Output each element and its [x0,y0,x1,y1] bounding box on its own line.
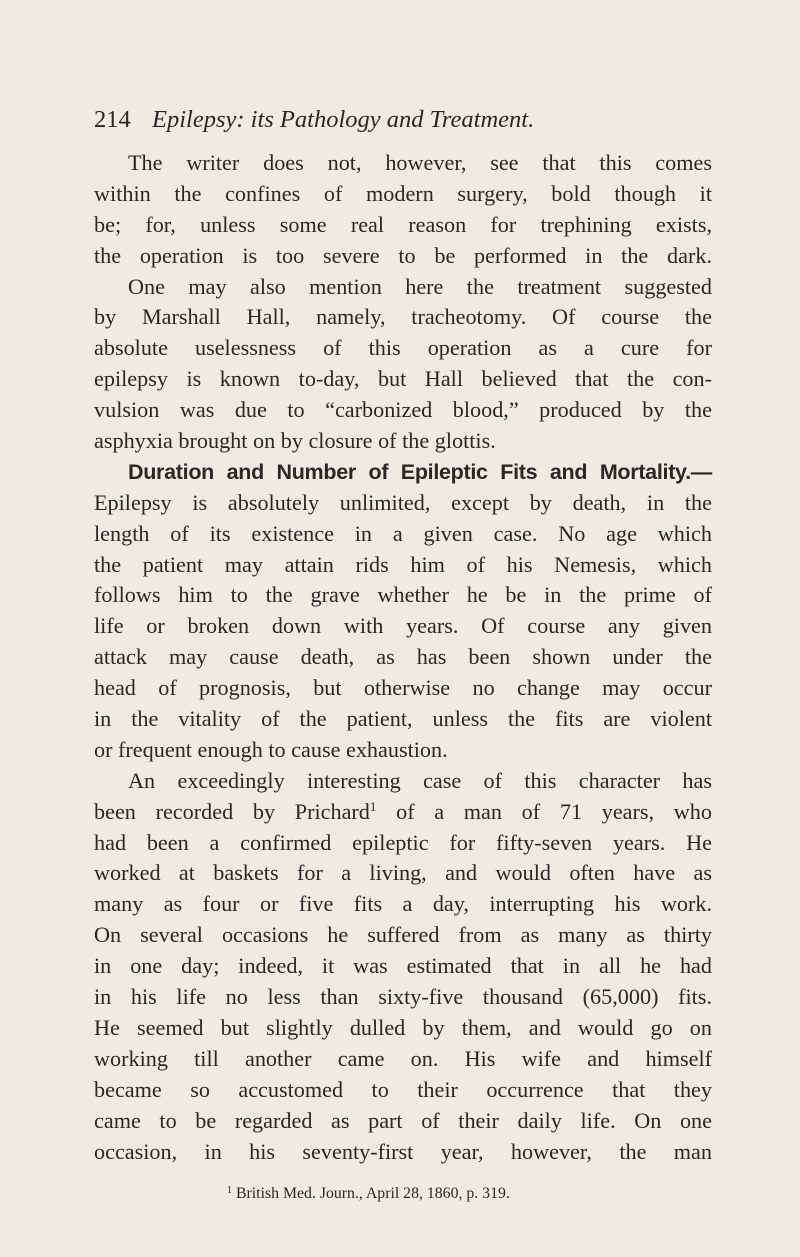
text-line: head of prognosis, but otherwise no change may occur [94,675,712,701]
text-line: vulsion was due to “carbonized blood,” produced by the [94,397,712,423]
text-line: working till another came on. His wife and himself [94,1045,712,1071]
text-line: Epilepsy is absolutely unlimited, except by death, in the [94,489,712,515]
footnote-text: British Med. Journ., April 28, 1860, p. 319. [236,1185,510,1202]
text-line: absolute uselessness of this operation as a cure for [94,335,712,361]
text-line: The writer does not, however, see that this comes [128,150,712,175]
text-line: in one day; indeed, it was estimated that in all he had [94,953,712,979]
text-line: asphyxia brought on by closure of the glottis. [94,428,496,454]
text-fragment: been recorded by Prichard [94,798,370,824]
text-line: length of its existence in a given case. No age which [94,520,712,546]
text-line: life or broken down with years. Of course any given [94,613,712,639]
page-number: 214 [94,106,131,133]
text-line: be; for, unless some real reason for trephining exists, [94,211,712,237]
text-line: many as four or five fits a day, interrupting his work. [94,891,712,917]
text-line: An exceedingly interesting case of this character has [128,767,712,793]
running-title: Epilepsy: its Pathology and Treatment. [152,106,535,133]
text-line: worked at baskets for a living, and would often have as [94,860,712,886]
text-line: in his life no less than sixty-five thousand (65,000) fits. [94,984,712,1010]
running-head [94,103,714,137]
text-line: attack may cause death, as has been shown under the [94,644,712,670]
section-heading-line [94,457,712,488]
text-line: the operation is too severe to be performed in the dark. [94,242,712,268]
text-line: within the confines of modern surgery, bold though it [94,180,712,206]
text-line: the patient may attain rids him of his Nemesis, which [94,551,712,577]
text-line: One may also mention here the treatment suggested [128,273,712,299]
text-line-with-footnote-ref [94,797,712,828]
text-line: occasion, in his seventy-first year, however, the man [94,1138,712,1164]
text-fragment: of a man of 71 years, who [376,798,712,824]
text-line: On several occasions he suffered from as many as thirty [94,922,712,948]
footnote [227,1183,707,1205]
body-text [94,148,712,1167]
text-line: or frequent enough to cause exhaustion. [94,736,448,762]
text-line: He seemed but slightly dulled by them, and would go on [94,1014,712,1040]
text-line: came to be regarded as part of their daily life. On one [94,1107,712,1133]
footnote-reference: 1 [369,798,377,814]
section-heading: Duration and Number of Epileptic Fits and Mortality.— [128,459,712,484]
text-line: in the vitality of the patient, unless the fits are violent [94,706,712,732]
text-line: by Marshall Hall, namely, tracheotomy. Of course the [94,304,712,330]
footnote-marker: 1 [227,1185,232,1196]
text-line: had been a confirmed epileptic for fifty-seven years. He [94,829,712,855]
text-line: became so accustomed to their occurrence that they [94,1076,712,1102]
text-line: follows him to the grave whether he be in the prime of [94,582,712,608]
text-line: epilepsy is known to-day, but Hall believed that the con- [94,366,712,392]
